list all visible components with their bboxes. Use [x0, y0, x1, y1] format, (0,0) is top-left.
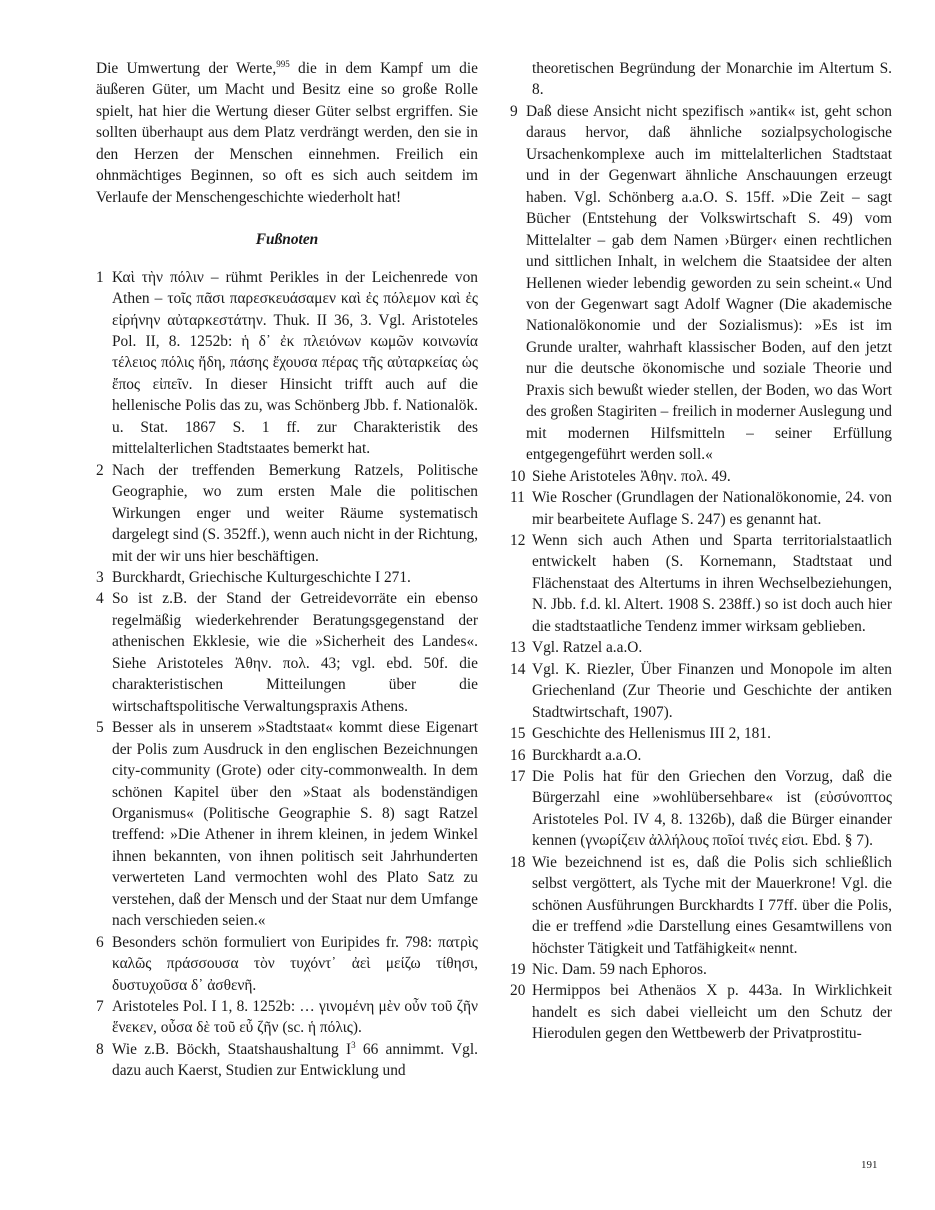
- body-text-part: die in dem Kampf um die äußeren Güter, um Macht und Besitz eine so große Rolle spielt, hat hier die Wertung dieser Güter selbst ergriffen. Sie sollten überhaupt aus dem Platz verdrängt werden, den sie in den Herzen der Menschen einnehmen. Freilich ein ohnmächtiges Beginnen, so oft es sich auch seitdem im Verlaufe der Menschengeschichte wiederholt hat!: [96, 60, 478, 206]
- footnote-number: 10: [510, 467, 526, 485]
- footnote-text: Wenn sich auch Athen und Sparta territorialstaatlich entwickelt haben (S. Kornemann, Stadtstaat und Flächenstaat des Altertums in ihren Wechselbeziehungen, N. Jbb. f.d. kl. Altert. 1908 S. 238ff.) so ist doch auch hier die stadtstaatliche Tendenz immer wirksam geblieben.: [532, 531, 892, 635]
- footnote-18: [510, 852, 892, 959]
- footnote-text: Nic. Dam. 59 nach Ephoros.: [532, 961, 707, 979]
- footnote-10: [510, 466, 892, 487]
- footnote-15: [510, 723, 892, 744]
- footnote-text: Besser als in unserem »Stadtstaat« kommt diese Eigenart der Polis zum Ausdruck in den englischen Bezeichnungen city-community (Grote) oder city-commonwealth. In dem schönen Kapitel über den »Staat als bodenständigen Organismus« (Politische Geographie S. 8) sagt Ratzel treffend: »Die Athener in ihrem kleinen, in jedem Winkel ihnen bekannten, von ihnen politisch seit Jahrhunderten verwerteten Land vermochten wohl des Plato Satz zu verstehen, daß der Mensch und der Staat nur dem Umfange nach verschieden seien.«: [112, 719, 478, 930]
- footnote-5: [96, 717, 478, 932]
- footnote-number: 4: [96, 590, 104, 608]
- footnote-number: 1: [96, 268, 104, 286]
- footnote-text: Καὶ τὴν πόλιν – rühmt Perikles in der Leichenrede von Athen – τοῖς πᾶσι παρεσκευάσαμεν καὶ ἐς πόλεμον καὶ ἐς εἰρήνην αὐταρκεστάτην. Thuk. II 36, 3. Vgl. Aristoteles Pol. II, 8. 1252b: ἡ δ᾽ ἐκ πλειόνων κωμῶν κοινωνία τέλειος πόλις ἤδη, πάσης ἔχουσα πέρας τῆς αὐταρκείας ὡς ἔπος εἰπεῖν. In dieser Hinsicht trifft auch auf die hellenische Polis das zu, was Schönberg Jbb. f. Nationalök. u. Stat. 1867 S. 1 ff. zur Charakteristik des mittelalterlichen Stadtstaates bemerkt hat.: [112, 268, 478, 458]
- footnote-text: Besonders schön formuliert von Euripides fr. 798: πατρὶς καλῶς πράσσουσα τὸν τυχόντ᾽ ἀεὶ μείζω τίθησι, δυστυχοῦσα δ᾽ ἀσθενῆ.: [112, 933, 478, 994]
- footnote-20: [510, 980, 892, 1044]
- footnote-13: [510, 637, 892, 658]
- footnote-number: 18: [510, 853, 526, 871]
- footnote-2: [96, 460, 478, 567]
- edition-superscript: 3: [351, 1039, 356, 1050]
- footnote-text: Wie z.B. Böckh, Staatshaushaltung I: [112, 1040, 352, 1058]
- footnote-number: 9: [510, 102, 518, 120]
- footnote-number: 2: [96, 461, 104, 479]
- footnote-text: So ist z.B. der Stand der Getreidevorräte ein ebenso regelmäßig wiederkehrender Beratungsgegenstand der athenischen Ekklesie, wie die »Sicherheit des Landes«. Siehe Aristoteles Ἀθην. πολ. 43; vgl. ebd. 50f. die charakteristischen Mitteilungen über die wirtschaftspolitische Verwaltungspraxis Athens.: [112, 590, 478, 715]
- footnote-text: theoretischen Begründung der Monarchie im Altertum S. 8.: [532, 60, 892, 99]
- footnote-4: [96, 588, 478, 717]
- footnote-number: 3: [96, 568, 104, 586]
- footnote-11: [510, 487, 892, 530]
- footnote-number: 13: [510, 639, 526, 657]
- footnote-text: Wie bezeichnend ist es, daß die Polis sich schließlich selbst vergöttert, als Tyche mit der Mauerkrone! Vgl. die schönen Ausführungen Burckhardts I 77ff. über die Polis, die er treffend »die Darstellung eines Gesamtwillens von höchster Tätigkeit und Tatfähigkeit« nennt.: [532, 853, 892, 957]
- footnote-text: Nach der treffenden Bemerkung Ratzels, Politische Geographie, wo zum ersten Male die politischen Wirkungen enger und weiter Räume systematisch dargelegt sind (S. 352ff.), wenn auch nicht in der Richtung, mit der wir uns hier beschäftigen.: [112, 461, 478, 565]
- footnote-number: 8: [96, 1040, 104, 1058]
- footnote-17: [510, 766, 892, 852]
- footnote-6: [96, 932, 478, 996]
- footnote-number: 19: [510, 961, 526, 979]
- footnote-14: [510, 659, 892, 723]
- footnote-text: Vgl. K. Riezler, Über Finanzen und Monopole im alten Griechenland (Zur Theorie und Geschichte der antiken Stadtwirtschaft, 1907).: [532, 660, 892, 721]
- footnote-number: 14: [510, 660, 526, 678]
- footnote-number: 5: [96, 719, 104, 737]
- footnote-19: [510, 959, 892, 980]
- footnote-text: Burckhardt a.a.O.: [532, 746, 642, 764]
- footnote-text: Die Polis hat für den Griechen den Vorzug, daß die Bürgerzahl eine »wohlübersehbare« ist (εὐσύνοπτος Aristoteles Pol. IV 4, 8. 1326b), daß die Bürger einander kennen (γνωρίζειν ἀλλήλους ποῖοί τινές εἰσι. Ebd. § 7).: [532, 767, 892, 850]
- footnote-text: Aristoteles Pol. I 1, 8. 1252b: … γινομένη μὲν οὖν τοῦ ζῆν ἕνεκεν, οὖσα δὲ τοῦ εὖ ζῆν (sc. ἡ πόλις).: [112, 998, 478, 1037]
- footnote-text: Wie Roscher (Grundlagen der Nationalökonomie, 24. von mir bearbeitete Auflage S. 247) es genannt hat.: [532, 489, 892, 528]
- footnote-12: [510, 530, 892, 637]
- footnote-3: [96, 567, 478, 588]
- footnote-text: Vgl. Ratzel a.a.O.: [532, 639, 643, 657]
- footnote-ref-superscript: 995: [276, 58, 290, 69]
- footnotes-heading: Fußnoten: [255, 231, 319, 249]
- footnote-number: 16: [510, 746, 526, 764]
- footnote-8-continued: [510, 58, 892, 101]
- footnote-7: [96, 996, 478, 1039]
- footnote-1: [96, 267, 478, 460]
- footnote-text: Daß diese Ansicht nicht spezifisch »antik« ist, geht schon daraus hervor, daß ähnliche sozialpsychologische Ursachenkomplexe auch im mittelalterlichen Stadtstaat und in der Gegenwart ähnliche Anschauungen erzeugt haben. Vgl. Schönberg a.a.O. S. 15ff. »Die Zeit – sagt Bücher (Entstehung der Volkswirtschaft S. 49) vom Mittelalter – gab dem Namen ›Bürger‹ einen rechtlichen und sittlichen Inhalt, in welchem die Staatsidee der alten Hellenen wieder lebendig geworden zu sein scheint.« Und von der Gegenwart sagt Adolf Wagner (Die akademische Nationalökonomie und der Sozialismus): »Es ist im Grunde uralter, wahrhaft klassischer Boden, auf den jetzt nur die deutsche ökonomische und soziale Theorie und Praxis sich bewußt wieder stellen, der Boden, wo das Wort des großen Stagiriten – freilich in moderner Auslegung und mit modernen Hilfsmitteln – seiner Erfüllung entgegengeführt werden soll.«: [526, 102, 892, 464]
- footnote-text: 66 annimmt. Vgl. dazu auch Kaerst, Studien zur Entwicklung und: [112, 1040, 478, 1080]
- right-column: [510, 58, 892, 1045]
- footnote-number: 7: [96, 998, 104, 1016]
- footnote-text: Burckhardt, Griechische Kulturgeschichte I 271.: [112, 568, 411, 586]
- footnote-number: 20: [510, 982, 526, 1000]
- footnote-text: Siehe Aristoteles Ἀθην. πολ. 49.: [532, 467, 731, 485]
- footnote-text: Geschichte des Hellenismus III 2, 181.: [532, 725, 771, 743]
- footnote-16: [510, 745, 892, 766]
- footnote-number: 15: [510, 725, 526, 743]
- footnote-9: [510, 101, 892, 466]
- footnote-text: Hermippos bei Athenäos X p. 443a. In Wirklichkeit handelt es sich dabei vielleicht um den Schutz der Hierodulen gegen den Wettbewerb der Privatprostitu-: [532, 982, 892, 1043]
- page-number: 191: [861, 1159, 878, 1171]
- footnote-8: [96, 1039, 478, 1082]
- footnote-number: 11: [510, 489, 525, 507]
- footnote-number: 6: [96, 933, 104, 951]
- body-paragraph: [96, 58, 478, 208]
- left-column: [96, 58, 478, 1082]
- body-text-part: Die Umwertung der Werte,: [96, 60, 277, 77]
- footnote-number: 12: [510, 531, 526, 549]
- footnote-number: 17: [510, 767, 526, 785]
